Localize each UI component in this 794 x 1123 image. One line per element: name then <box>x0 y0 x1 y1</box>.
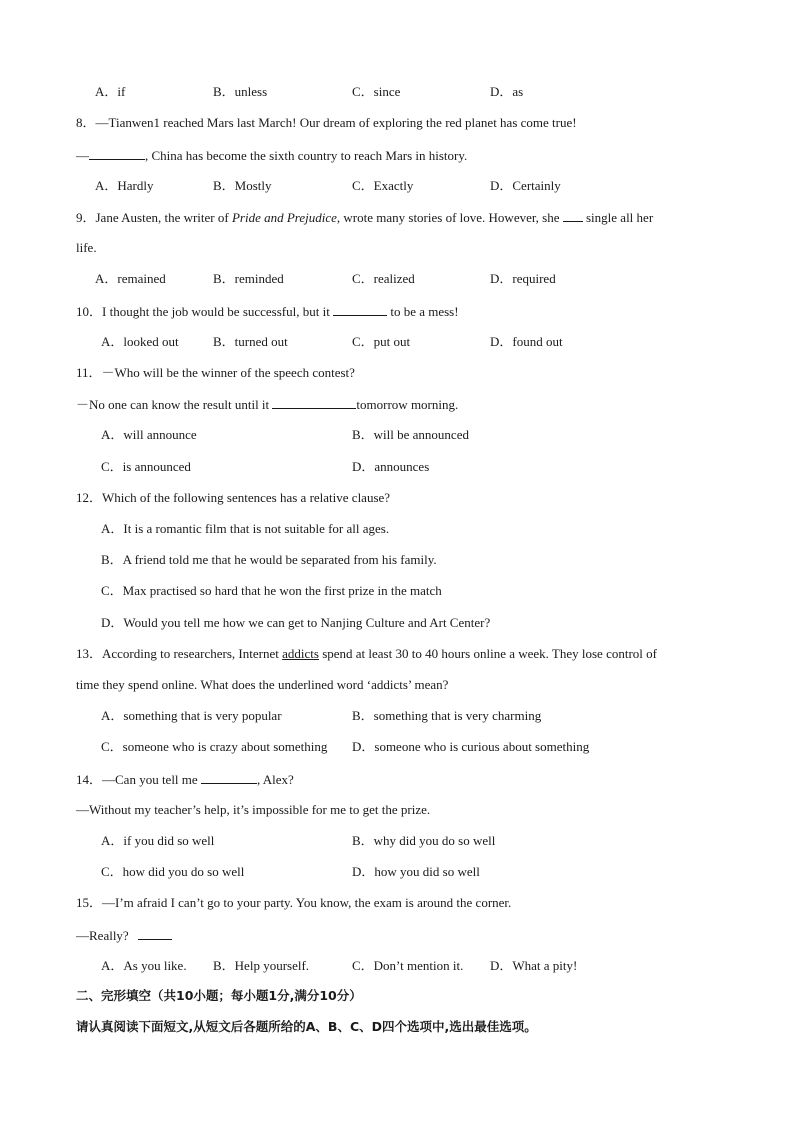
q14-stem-post: , Alex? <box>256 772 294 787</box>
q9-book-title: Pride and Prejudice <box>231 210 337 225</box>
q9-stem-mid: , wrote many stories of love. However, she <box>336 210 560 225</box>
q9-option-d[interactable]: D．required <box>490 271 556 286</box>
section-2-instruction: 请认真阅读下面短文,从短文后各题所给的A、B、C、D四个选项中,选出最佳选项。 <box>76 1019 537 1034</box>
q11-option-b[interactable]: B．will be announced <box>352 427 469 442</box>
q8-reply-text: , China has become the sixth country to reach Mars in history. <box>145 148 468 163</box>
q11-option-d[interactable]: D．announces <box>352 459 430 474</box>
q12-stem: 12．Which of the following sentences has a relative clause? <box>76 490 391 505</box>
q9-option-c[interactable]: C．realized <box>352 271 415 286</box>
q10-stem-post: to be a mess! <box>390 304 459 319</box>
q13-option-d[interactable]: D．someone who is curious about something <box>352 739 590 754</box>
q7-option-c[interactable]: C．since <box>352 84 401 99</box>
q11-stem: 11．－Who will be the winner of the speech contest? <box>76 365 355 380</box>
q10-option-d[interactable]: D．found out <box>490 334 563 349</box>
q11-reply <box>76 396 704 413</box>
q14-answer-blank[interactable] <box>201 771 257 784</box>
q9-stem-end: single all her <box>586 210 654 225</box>
q14-option-b[interactable]: B．why did you do so well <box>352 833 496 848</box>
q15-option-d[interactable]: D．What a pity! <box>490 958 578 973</box>
q8-reply-dash: — <box>76 148 89 163</box>
q8-stem: 8．—Tianwen1 reached Mars last March! Our dream of exploring the red planet has come true! <box>76 115 577 130</box>
q13-underlined-word: addicts <box>282 646 319 661</box>
q10-answer-blank[interactable] <box>333 303 387 316</box>
q7-option-d[interactable]: D．as <box>490 84 524 99</box>
q14-option-a[interactable]: A．if you did so well <box>101 833 215 848</box>
q13-stem <box>76 646 704 662</box>
q12-option-b[interactable]: B．A friend told me that he would be separated from his family. <box>101 552 437 567</box>
q8-option-d[interactable]: D．Certainly <box>490 178 561 193</box>
q14-option-d[interactable]: D．how you did so well <box>352 864 480 879</box>
q7-option-b[interactable]: B．unless <box>213 84 268 99</box>
q8-answer-blank[interactable] <box>89 147 145 160</box>
q10-option-b[interactable]: B．turned out <box>213 334 288 349</box>
q13-option-c[interactable]: C．someone who is crazy about something <box>101 739 328 754</box>
q12-option-d[interactable]: D．Would you tell me how we can get to Nanjing Culture and Art Center? <box>101 615 491 630</box>
q8-reply <box>76 147 704 164</box>
q11-option-a[interactable]: A．will announce <box>101 427 197 442</box>
q15-reply-text: —Really? <box>76 928 129 943</box>
q12-option-a[interactable]: A．It is a romantic film that is not suitable for all ages. <box>101 521 390 536</box>
q7-option-a[interactable]: A．if <box>95 84 126 99</box>
q15-option-c[interactable]: C．Don’t mention it. <box>352 958 464 973</box>
q8-option-b[interactable]: B．Mostly <box>213 178 272 193</box>
q14-stem <box>76 771 704 788</box>
q14-option-c[interactable]: C．how did you do so well <box>101 864 245 879</box>
q13-option-a[interactable]: A．something that is very popular <box>101 708 282 723</box>
q13-stem-post: spend at least 30 to 40 hours online a week. They lose control of <box>318 646 657 661</box>
q14-stem-pre: 14．—Can you tell me <box>76 772 198 787</box>
q11-reply-pre: －No one can know the result until it <box>76 397 270 412</box>
q15-reply <box>76 927 704 944</box>
q11-answer-blank[interactable] <box>272 396 356 409</box>
q13-stem-pre: 13．According to researchers, Internet <box>76 646 283 661</box>
q9-option-b[interactable]: B．reminded <box>213 271 284 286</box>
q9-stem-continued: life. <box>76 240 97 255</box>
q15-stem: 15．—I’m afraid I can’t go to your party. You know, the exam is around the corner. <box>76 895 512 910</box>
q10-stem <box>76 303 704 320</box>
q10-option-a[interactable]: A．looked out <box>101 334 179 349</box>
q12-option-c[interactable]: C．Max practised so hard that he won the first prize in the match <box>101 583 442 598</box>
q9-option-a[interactable]: A．remained <box>95 271 166 286</box>
q11-reply-post: tomorrow morning. <box>356 397 459 412</box>
q14-reply: —Without my teacher’s help, it’s impossible for me to get the prize. <box>76 802 431 817</box>
q15-option-b[interactable]: B．Help yourself. <box>213 958 310 973</box>
q13-option-b[interactable]: B．something that is very charming <box>352 708 542 723</box>
q11-option-c[interactable]: C．is announced <box>101 459 191 474</box>
q9-stem-pre: 9．Jane Austen, the writer of <box>76 210 232 225</box>
q13-stem-continued: time they spend online. What does the underlined word ‘addicts’ mean? <box>76 677 449 692</box>
q10-stem-pre: 10．I thought the job would be successful, but it <box>76 304 330 319</box>
q8-option-a[interactable]: A．Hardly <box>95 178 154 193</box>
q15-answer-blank[interactable] <box>138 927 172 940</box>
q15-option-a[interactable]: A．As you like. <box>101 958 187 973</box>
section-2-heading: 二、完形填空（共10小题；每小题1分,满分10分） <box>76 988 362 1003</box>
q10-option-c[interactable]: C．put out <box>352 334 411 349</box>
q9-stem <box>76 209 704 226</box>
q8-option-c[interactable]: C．Exactly <box>352 178 414 193</box>
q9-answer-blank[interactable] <box>563 209 583 222</box>
